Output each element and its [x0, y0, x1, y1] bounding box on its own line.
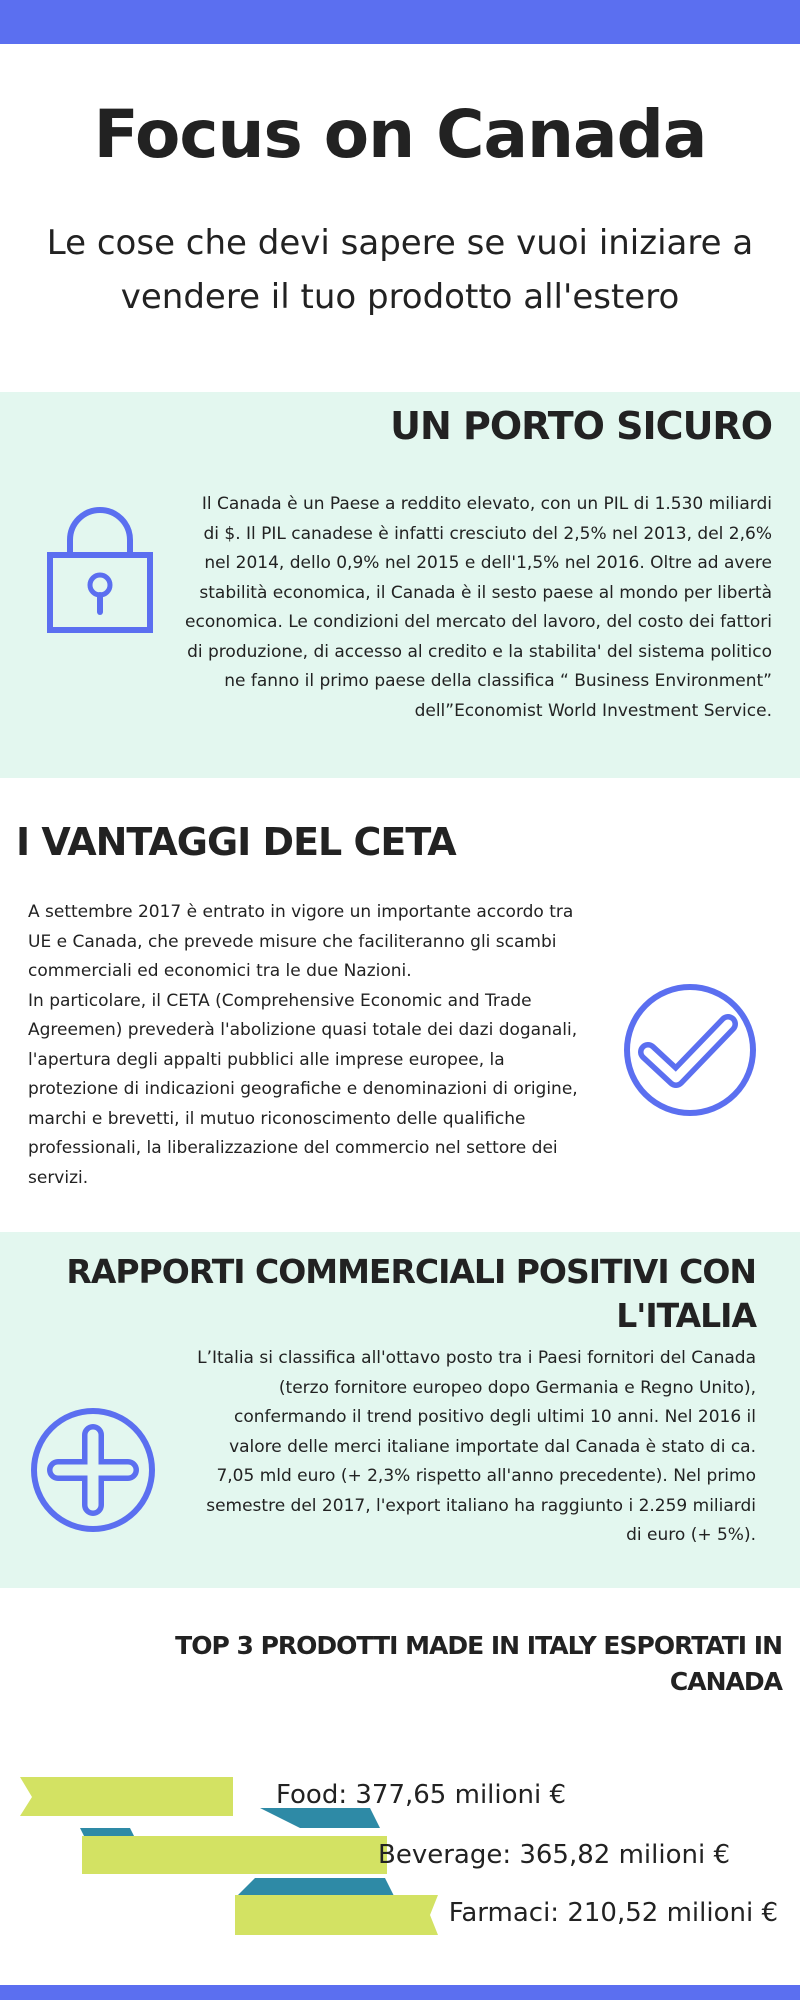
- plus-circle-icon: [28, 1405, 158, 1535]
- section-top3-heading: TOP 3 PRODOTTI MADE IN ITALY ESPORTATI IN CANADA: [175, 1631, 782, 1696]
- product-farmaci: Farmaci: 210,52 milioni €: [448, 1898, 778, 1928]
- ribbon-1: [20, 1777, 233, 1816]
- product-beverage: Beverage: 365,82 milioni €: [377, 1840, 730, 1870]
- section-ceta-heading: I VANTAGGI DEL CETA: [16, 820, 456, 864]
- section-rapporti-text: L’Italia si classifica all'ottavo posto tra i Paesi fornitori del Canada (terzo fornitore europeo dopo Germania e Regno Unito), confermando il trend positivo degli ultimi 10 anni. Nel 2016 il valore delle merci italiane importate dal Canada è stato di ca. 7,05 mld euro (+ 2,3% rispetto all'anno precedente). Nel primo semestre del 2017, l'export italiano ha raggiunto i 2.259 miliardi di euro (+ 5%).: [197, 1348, 756, 1545]
- check-circle-icon: [620, 980, 760, 1120]
- section-rapporti-heading: RAPPORTI COMMERCIALI POSITIVI CON L'ITALIA: [66, 1252, 756, 1335]
- page-subtitle: Le cose che devi sapere se vuoi iniziare a vendere il tuo prodotto all'estero: [46, 223, 754, 317]
- section-ceta-text: [28, 898, 588, 1193]
- product-food: Food: 377,65 milioni €: [276, 1780, 567, 1810]
- page-title: Focus on Canada: [93, 96, 707, 173]
- ribbon-3: [235, 1895, 438, 1935]
- ribbon-2: [82, 1836, 387, 1874]
- section-ceta-text-1: A settembre 2017 è entrato in vigore un importante accordo tra UE e Canada, che prevede misure che faciliteranno gli scambi commerciali ed economici tra le due Nazioni.: [28, 902, 574, 981]
- bottom-accent-bar: [0, 1985, 800, 2000]
- lock-icon: [45, 500, 155, 635]
- section-ceta-text-2: In particolare, il CETA (Comprehensive Economic and Trade Agreemen) prevederà l'abolizione quasi totale dei dazi doganali, l'apertura degli appalti pubblici alle imprese europee, la protezione di indicazioni geografiche e denominazioni di origine, marchi e brevetti, il mutuo riconoscimento delle qualifiche professionali, la liberalizzazione del commercio nel settore dei servizi.: [28, 990, 578, 1188]
- section-porto-heading: UN PORTO SICURO: [390, 404, 772, 448]
- ribbon-fold-1: [260, 1808, 380, 1828]
- top-accent-bar: [0, 0, 800, 44]
- section-porto-text: Il Canada è un Paese a reddito elevato, con un PIL di 1.530 miliardi di $. Il PIL canadese è infatti cresciuto del 2,5% nel 2013, del 2,6% nel 2014, dello 0,9% nel 2015 e dell'1,5% nel 2016. Oltre ad avere stabilità economica, il Canada è il sesto paese al mondo per libertà economica. Le condizioni del mercato del lavoro, del costo dei fattori di produzione, di accesso al credito e la stabilita' del sistema politico ne fanno il primo paese della classifica “ Business Environment” dell”Economist World Investment Service.: [185, 494, 772, 721]
